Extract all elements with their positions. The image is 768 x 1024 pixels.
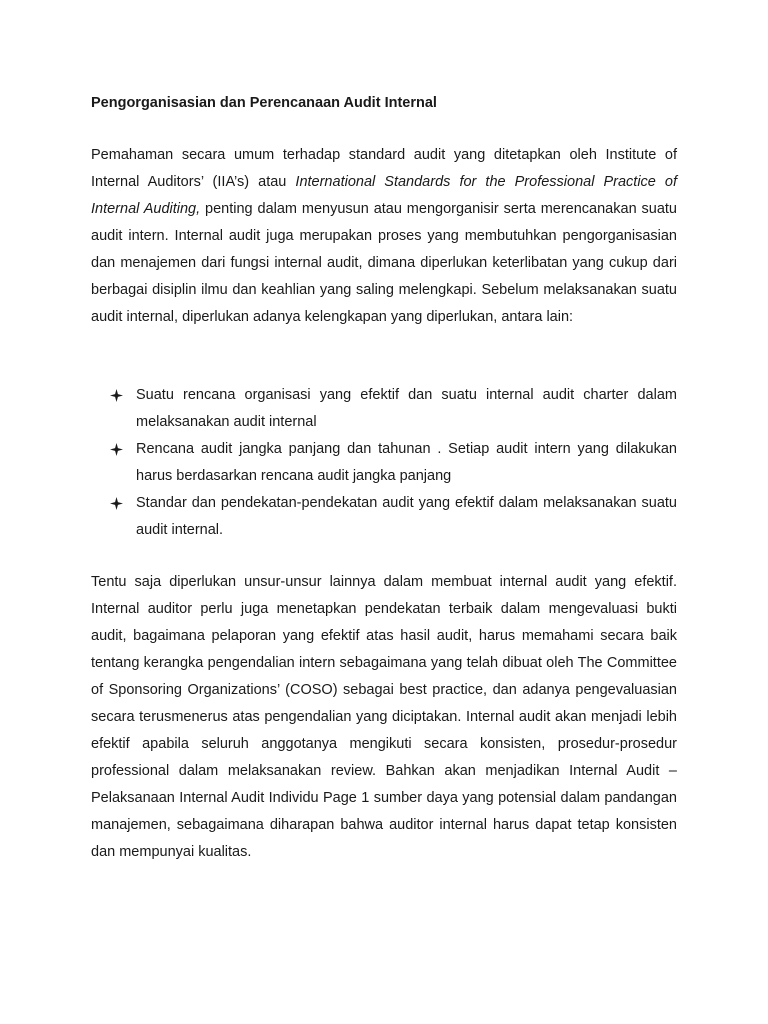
diamond-bullet-icon <box>110 389 123 402</box>
document-title: Pengorganisasian dan Perencanaan Audit Internal <box>91 95 437 111</box>
intro-text-part1: Pemahaman secara umum terhadap standard audit yang ditetapkan oleh Institute of Internal Auditors’ (IIA’s) atau <box>91 147 677 190</box>
list-item <box>110 490 677 544</box>
intro-text-italic: International Standards for the Professional Practice of Internal Auditing, <box>91 174 678 217</box>
list-item <box>110 382 677 436</box>
intro-paragraph <box>91 142 677 331</box>
diamond-bullet-icon <box>110 443 123 456</box>
list-item-text: Standar dan pendekatan-pendekatan audit yang efektif dalam melaksanakan suatu audit internal. <box>136 495 677 538</box>
list-item-text: Rencana audit jangka panjang dan tahunan . Setiap audit intern yang dilakukan harus berdasarkan rencana audit jangka panjang <box>136 441 677 484</box>
intro-text-part2: penting dalam menyusun atau mengorganisir serta merencanakan suatu audit intern. Internal audit juga merupakan proses yang membutuhkan pengorganisasian dan menajemen dari fungsi internal audit, dimana diperlukan keterlibatan yang cukup dari berbagai disiplin ilmu dan keahlian yang saling melengkapi. Sebelum melaksanakan suatu audit internal, diperlukan adanya kelengkapan yang diperlukan, antara lain: <box>91 201 677 325</box>
list-item-text: Suatu rencana organisasi yang efektif dan suatu internal audit charter dalam melaksanakan audit internal <box>136 387 677 430</box>
diamond-bullet-icon <box>110 497 123 510</box>
closing-paragraph: Tentu saja diperlukan unsur-unsur lainnya dalam membuat internal audit yang efektif. Internal auditor perlu juga menetapkan pendekatan terbaik dalam mengevaluasi bukti audit, bagaimana pelaporan yang efektif atas hasil audit, harus memahami secara baik tentang kerangka pengendalian intern sebagaimana yang telah dibuat oleh The Committee of Sponsoring Organizations’ (COSO) sebagai best practice, dan adanya pengevaluasian secara terusmenerus atas pengendalian yang diciptakan. Internal audit akan menjadi lebih efektif apabila seluruh anggotanya mengikuti secara konsisten, prosedur-prosedur professional dalam melaksanakan review. Bahkan akan menjadikan Internal Audit – Pelaksanaan Internal Audit Individu Page 1 sumber daya yang potensial dalam pandangan manajemen, sebagaimana diharapan bahwa auditor internal harus dapat tetap konsisten dan mempunyai kualitas. <box>91 574 677 860</box>
list-item <box>110 436 677 490</box>
requirements-list <box>110 382 677 544</box>
